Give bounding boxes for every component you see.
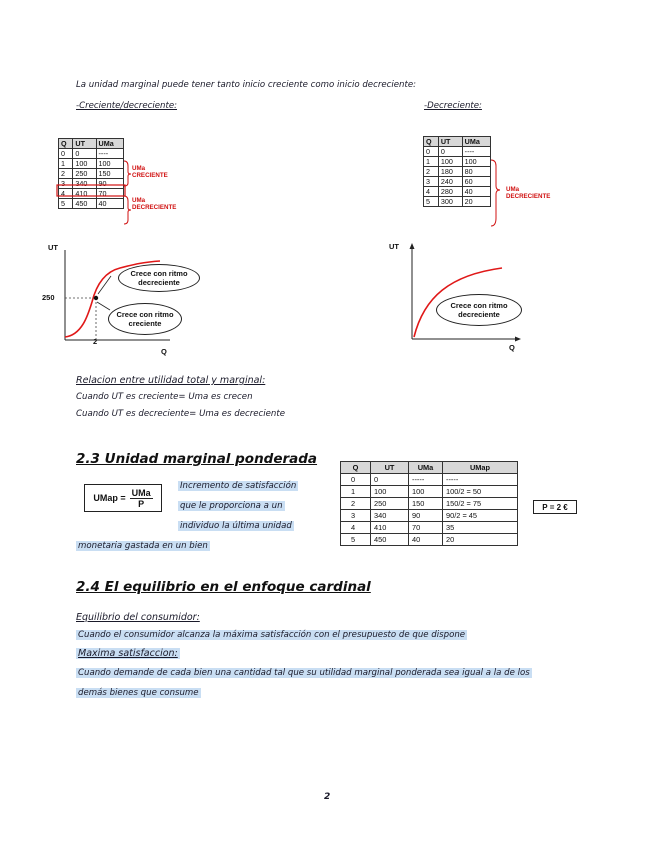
table-row: 2 180 80 <box>424 167 491 177</box>
formula-box <box>84 484 162 512</box>
inflection-point <box>94 296 98 300</box>
graph-left-y-tick: 250 <box>42 293 55 302</box>
definition-line-4: monetaria gastada en un bien <box>78 541 208 551</box>
heading-2-4: 2.4 El equilibrio en el enfoque cardinal <box>76 579 371 595</box>
bubble-crece-decreciente-right: Crece con ritmo decreciente <box>436 294 522 326</box>
equilibrio-subtitle: Equilibrio del consumidor: <box>76 612 200 623</box>
formula-denominator: P <box>138 498 145 509</box>
formula-lhs: UMap = <box>93 493 126 503</box>
brace-label-creciente: UMa CRECIENTE <box>132 165 168 179</box>
definition-line-2: que le proporciona a un <box>180 501 283 511</box>
th-ut: UT <box>371 462 409 474</box>
table-row: 4 410 70 35 <box>341 522 518 534</box>
maxima-line-2: demás bienes que consume <box>78 688 199 698</box>
th-ut: UT <box>73 139 96 149</box>
th-q: Q <box>424 137 439 147</box>
formula-numerator: UMa <box>131 487 151 498</box>
table-row: 5 450 40 20 <box>341 534 518 546</box>
relation-line-1: Cuando UT es creciente= Uma es crecen <box>76 392 253 402</box>
maxima-line-1: Cuando demande de cada bien una cantidad tal que su utilidad marginal ponderada sea igual a la de los <box>78 668 530 678</box>
x-arrow-icon <box>515 337 521 342</box>
graph-right-y-label: UT <box>389 242 399 251</box>
left-subtitle: -Creciente/decreciente: <box>76 101 178 111</box>
price-box: P = 2 € <box>533 500 577 514</box>
graph-left-x-label: Q <box>161 347 167 356</box>
graph-left-y-label: UT <box>48 243 58 252</box>
relation-line-2: Cuando UT es decreciente= Uma es decreciente <box>76 409 286 419</box>
pointer-top <box>98 276 111 294</box>
equilibrio-text: Cuando el consumidor alcanza la máxima satisfacción con el presupuesto de que dispone <box>78 630 466 640</box>
th-uma: UMa <box>96 139 123 149</box>
th-q: Q <box>341 462 371 474</box>
table-row: 5 300 20 <box>424 197 491 207</box>
definition-line-1: Incremento de satisfacción <box>180 481 297 491</box>
table-row: 3 240 60 <box>424 177 491 187</box>
pointer-bottom <box>97 302 110 310</box>
formula-fraction <box>130 488 153 509</box>
th-q: Q <box>59 139 73 149</box>
bubble-crece-decreciente: Crece con ritmo decreciente <box>118 264 200 292</box>
definition-line-3: individuo la última unidad <box>180 521 292 531</box>
bubble-crece-creciente: Crece con ritmo creciente <box>108 303 182 335</box>
graph-left <box>40 240 210 355</box>
right-brace-label: UMa DECRECIENTE <box>506 186 551 200</box>
page-number: 2 <box>324 792 331 802</box>
th-uma: UMa <box>409 462 443 474</box>
table-row: 0 0 ----- ----- <box>341 474 518 486</box>
graph-right-x-label: Q <box>509 343 515 352</box>
relation-title: Relacion entre utilidad total y marginal: <box>76 375 266 386</box>
th-ut: UT <box>438 137 462 147</box>
table-row: 2 250 150 150/2 = 75 <box>341 498 518 510</box>
graph-left-x-tick: 2 <box>93 337 98 346</box>
left-table-red-brackets <box>56 158 136 228</box>
table-row: 5 450 40 <box>59 199 124 209</box>
heading-2-3: 2.3 Unidad marginal ponderada <box>76 451 318 467</box>
table-row: 0 0 ---- <box>424 147 491 157</box>
table-row: 0 0 ---- <box>59 149 124 159</box>
intro-text: La unidad marginal puede tener tanto inicio creciente como inicio decreciente: <box>76 80 417 90</box>
table-row: 4 410 70 <box>59 189 124 199</box>
table-right <box>423 136 491 207</box>
table-row: 4 280 40 <box>424 187 491 197</box>
th-uma: UMa <box>462 137 490 147</box>
table-row: 2 250 150 <box>59 169 124 179</box>
table-row: 3 340 90 90/2 = 45 <box>341 510 518 522</box>
table-row: 3 340 90 <box>59 179 124 189</box>
table-row: 1 100 100 100/2 = 50 <box>341 486 518 498</box>
table-ponderada <box>340 461 518 546</box>
table-row: 1 100 100 <box>424 157 491 167</box>
table-row: 1 100 100 <box>59 159 124 169</box>
brace-label-decreciente: UMa DECRECIENTE <box>132 197 177 211</box>
y-arrow-icon <box>410 243 415 249</box>
maxima-subtitle: Maxima satisfaccion: <box>78 648 178 659</box>
right-subtitle: -Decreciente: <box>424 101 482 111</box>
th-umap: UMap <box>443 462 518 474</box>
